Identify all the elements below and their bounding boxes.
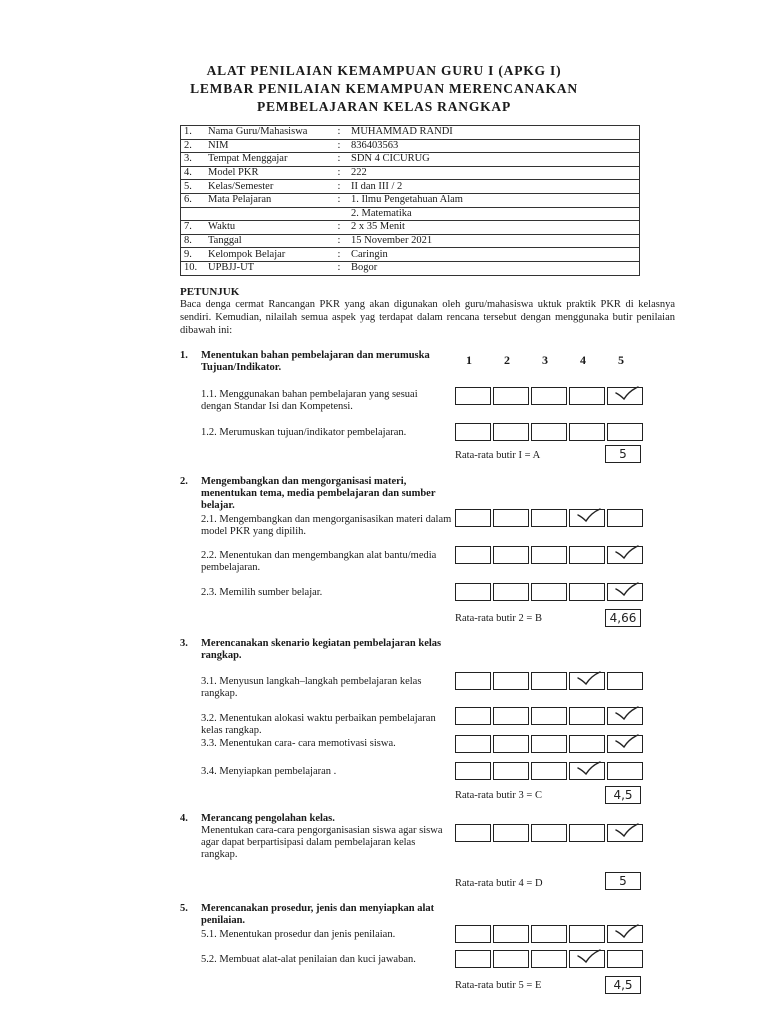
rating-box-1[interactable] — [455, 583, 491, 601]
identity-value: Bogor — [347, 261, 640, 275]
rating-box-4[interactable] — [569, 735, 605, 753]
rating-box-2[interactable] — [493, 707, 529, 725]
identity-number: 9. — [181, 248, 206, 262]
rating-box-1[interactable] — [455, 546, 491, 564]
identity-table — [180, 125, 640, 276]
item-5-2-text: 5.2. Membuat alat-alat penilaian dan kuci jawaban. — [201, 954, 416, 965]
identity-row — [181, 139, 640, 153]
identity-value: 836403563 — [347, 139, 640, 153]
rating-box-4[interactable] — [569, 387, 605, 405]
identity-row — [181, 166, 640, 180]
rating-box-3[interactable] — [531, 762, 567, 780]
item-2-3-score — [455, 583, 645, 601]
rating-box-5[interactable] — [607, 423, 643, 441]
section-3-title: Merencanakan skenario kegiatan pembelajaran kelas rangkap. — [201, 638, 442, 661]
identity-colon: : — [331, 221, 347, 235]
identity-number: 4. — [181, 166, 206, 180]
average-1-label: Rata-rata butir I = A — [455, 450, 541, 461]
rating-box-4[interactable] — [569, 707, 605, 725]
item-2-3-text: 2.3. Memilih sumber belajar. — [201, 587, 323, 598]
item-2-2-score — [455, 546, 645, 564]
check-mark-icon — [614, 922, 640, 940]
section-3-number: 3. — [180, 638, 188, 649]
identity-value: 222 — [347, 166, 640, 180]
identity-row — [181, 207, 640, 221]
rating-box-3[interactable] — [531, 735, 567, 753]
identity-row — [181, 221, 640, 235]
rating-box-4[interactable] — [569, 509, 605, 527]
rating-box-5[interactable] — [607, 735, 643, 753]
rating-box-5[interactable] — [607, 707, 643, 725]
identity-colon: : — [331, 153, 347, 167]
identity-colon: : — [331, 166, 347, 180]
identity-colon: : — [331, 234, 347, 248]
identity-value: Caringin — [347, 248, 640, 262]
identity-label: NIM — [205, 139, 331, 153]
identity-value: 2. Matematika — [347, 207, 640, 221]
item-1-1-text: 1.1. Menggunakan bahan pembelajaran yang sesuai dengan Standar Isi dan Kompetensi. — [201, 389, 418, 412]
scale-label-4: 4 — [580, 353, 586, 367]
item-3-2-text: 3.2. Menentukan alokasi waktu perbaikan pembelajaran kelas rangkap. — [201, 713, 436, 736]
rating-box-3[interactable] — [531, 583, 567, 601]
identity-label: Model PKR — [205, 166, 331, 180]
rating-box-2[interactable] — [493, 762, 529, 780]
item-3-4-text: 3.4. Menyiapkan pembelajaran . — [201, 766, 337, 777]
average-5-value: 4,5 — [605, 976, 641, 994]
average-4-value: 5 — [605, 872, 641, 890]
average-5-label: Rata-rata butir 5 = E — [455, 980, 542, 991]
rating-box-2[interactable] — [493, 824, 529, 842]
item-2-2-text: 2.2. Menentukan dan mengembangkan alat bantu/media pembelajaran. — [201, 550, 437, 573]
rating-box-2[interactable] — [493, 509, 529, 527]
rating-box-5[interactable] — [607, 583, 643, 601]
item-5-2-score — [455, 950, 645, 968]
rating-box-2[interactable] — [493, 925, 529, 943]
scale-label-1: 1 — [466, 353, 472, 367]
rating-box-2[interactable] — [493, 387, 529, 405]
scale-label-2: 2 — [504, 353, 510, 367]
section-4-title: Merancang pengolahan kelas. — [201, 813, 335, 824]
rating-box-5[interactable] — [607, 387, 643, 405]
rating-box-4[interactable] — [569, 546, 605, 564]
identity-row — [181, 234, 640, 248]
rating-box-5[interactable] — [607, 546, 643, 564]
item-5-1-text: 5.1. Menentukan prosedur dan jenis penilaian. — [201, 929, 396, 940]
rating-box-3[interactable] — [531, 423, 567, 441]
item-3-3-score — [455, 735, 645, 753]
rating-box-5[interactable] — [607, 824, 643, 842]
rating-box-3[interactable] — [531, 387, 567, 405]
item-3-1-text: 3.1. Menyusun langkah–langkah pembelajaran kelas rangkap. — [201, 676, 422, 699]
instructions-text: Baca denga cermat Rancangan PKR yang akan digunakan oleh guru/mahasiswa uktuk praktik PKR di kelasnya sendiri. Kemudian, nilailah semua aspek yag terdapat dalam rencana tersebut dengan menggunaka butir penilaian dibawah ini: — [180, 299, 675, 336]
identity-row — [181, 126, 640, 140]
rating-box-4[interactable] — [569, 824, 605, 842]
identity-colon: : — [331, 139, 347, 153]
item-1-1-score — [455, 387, 645, 405]
rating-box-4[interactable] — [569, 672, 605, 690]
identity-value: 2 x 35 Menit — [347, 221, 640, 235]
rating-box-4[interactable] — [569, 583, 605, 601]
rating-box-4[interactable] — [569, 925, 605, 943]
rating-box-4[interactable] — [569, 762, 605, 780]
scale-label-5: 5 — [618, 353, 624, 367]
rating-box-1[interactable] — [455, 925, 491, 943]
rating-box-2[interactable] — [493, 950, 529, 968]
identity-row — [181, 193, 640, 207]
rating-box-1[interactable] — [455, 762, 491, 780]
identity-number: 3. — [181, 153, 206, 167]
item-2-1-score — [455, 509, 645, 527]
rating-box-1[interactable] — [455, 387, 491, 405]
identity-row — [181, 261, 640, 275]
identity-colon: : — [331, 193, 347, 207]
item-3-4-score — [455, 762, 645, 780]
identity-value: MUHAMMAD RANDI — [347, 126, 640, 140]
rating-box-5[interactable] — [607, 925, 643, 943]
average-1-value: 5 — [605, 445, 641, 463]
rating-box-2[interactable] — [493, 423, 529, 441]
item-1-2-score — [455, 423, 645, 441]
check-mark-icon — [614, 704, 640, 722]
identity-number: 10. — [181, 261, 206, 275]
rating-box-3[interactable] — [531, 950, 567, 968]
rating-box-2[interactable] — [493, 735, 529, 753]
identity-label: Kelompok Belajar — [205, 248, 331, 262]
identity-label: Kelas/Semester — [205, 180, 331, 194]
average-3-value: 4,5 — [605, 786, 641, 804]
check-mark-icon — [614, 580, 640, 598]
title-line-1: ALAT PENILAIAN KEMAMPUAN GURU I (APKG I) — [206, 63, 562, 78]
item-3-1-score — [455, 672, 645, 690]
item-3-2-score — [455, 707, 645, 725]
identity-number: 1. — [181, 126, 206, 140]
item-1-2-text: 1.2. Merumuskan tujuan/indikator pembelajaran. — [201, 427, 407, 438]
rating-box-3[interactable] — [531, 707, 567, 725]
rating-box-1[interactable] — [455, 672, 491, 690]
rating-box-1[interactable] — [455, 423, 491, 441]
check-mark-icon — [614, 384, 640, 402]
identity-number: 7. — [181, 221, 206, 235]
rating-box-2[interactable] — [493, 672, 529, 690]
section-1-title: Menentukan bahan pembelajaran dan merumuska Tujuan/Indikator. — [201, 350, 430, 373]
instructions-heading: PETUNJUK — [180, 286, 240, 298]
rating-box-3[interactable] — [531, 925, 567, 943]
average-2-label: Rata-rata butir 2 = B — [455, 613, 542, 624]
average-3-label: Rata-rata butir 3 = C — [455, 790, 542, 801]
identity-row — [181, 153, 640, 167]
rating-box-1[interactable] — [455, 824, 491, 842]
rating-box-5[interactable] — [607, 672, 643, 690]
item-4-1-score — [455, 824, 645, 842]
rating-box-4[interactable] — [569, 423, 605, 441]
rating-box-5[interactable] — [607, 762, 643, 780]
rating-box-1[interactable] — [455, 735, 491, 753]
identity-number: 6. — [181, 193, 206, 207]
identity-number: 5. — [181, 180, 206, 194]
identity-label — [205, 207, 331, 221]
average-4-label: Rata-rata butir 4 = D — [455, 878, 543, 889]
identity-number: 2. — [181, 139, 206, 153]
check-mark-icon — [576, 947, 602, 965]
item-5-1-score — [455, 925, 645, 943]
section-1-number: 1. — [180, 350, 188, 361]
rating-box-3[interactable] — [531, 672, 567, 690]
check-mark-icon — [614, 732, 640, 750]
item-4-1-text: Menentukan cara-cara pengorganisasian siswa agar siswa agar dapat berpartisipasi dalam pembelajaran kelas rangkap. — [201, 825, 443, 860]
identity-value: II dan III / 2 — [347, 180, 640, 194]
check-mark-icon — [576, 506, 602, 524]
identity-colon: : — [331, 248, 347, 262]
rating-box-2[interactable] — [493, 583, 529, 601]
title-line-2: LEMBAR PENILAIAN KEMAMPUAN MERENCANAKAN — [190, 81, 578, 96]
identity-colon: : — [331, 261, 347, 275]
section-2-title: Mengembangkan dan mengorganisasi materi, menentukan tema, media pembelajaran dan sumber belajar. — [201, 476, 436, 511]
identity-row — [181, 248, 640, 262]
identity-colon — [331, 207, 347, 221]
identity-value: 1. Ilmu Pengetahuan Alam — [347, 193, 640, 207]
check-mark-icon — [614, 821, 640, 839]
section-4-number: 4. — [180, 813, 188, 824]
rating-box-3[interactable] — [531, 509, 567, 527]
item-3-3-text: 3.3. Menentukan cara- cara memotivasi siswa. — [201, 738, 396, 749]
rating-box-4[interactable] — [569, 950, 605, 968]
identity-value: 15 November 2021 — [347, 234, 640, 248]
check-mark-icon — [614, 543, 640, 561]
identity-colon: : — [331, 180, 347, 194]
identity-label: UPBJJ-UT — [205, 261, 331, 275]
identity-label: Nama Guru/Mahasiswa — [205, 126, 331, 140]
item-2-1-text: 2.1. Mengembangkan dan mengorganisasikan materi dalam model PKR yang dipilih. — [201, 514, 452, 537]
section-5-title: Merencanakan prosedur, jenis dan menyiapkan alat penilaian. — [201, 903, 435, 926]
identity-label: Tempat Menggajar — [205, 153, 331, 167]
identity-colon: : — [331, 126, 347, 140]
identity-label: Mata Pelajaran — [205, 193, 331, 207]
rating-box-5[interactable] — [607, 509, 643, 527]
section-5-number: 5. — [180, 903, 188, 914]
rating-box-3[interactable] — [531, 824, 567, 842]
identity-number — [181, 207, 206, 221]
identity-row — [181, 180, 640, 194]
rating-box-3[interactable] — [531, 546, 567, 564]
rating-box-1[interactable] — [455, 509, 491, 527]
identity-label: Tanggal — [205, 234, 331, 248]
check-mark-icon — [576, 759, 602, 777]
rating-box-1[interactable] — [455, 950, 491, 968]
identity-number: 8. — [181, 234, 206, 248]
identity-value: SDN 4 CICURUG — [347, 153, 640, 167]
scale-label-3: 3 — [542, 353, 548, 367]
rating-box-1[interactable] — [455, 707, 491, 725]
title-line-3: PEMBELAJARAN KELAS RANGKAP — [256, 99, 512, 114]
check-mark-icon — [576, 669, 602, 687]
rating-box-5[interactable] — [607, 950, 643, 968]
identity-label: Waktu — [205, 221, 331, 235]
section-2-number: 2. — [180, 476, 188, 487]
average-2-value: 4,66 — [605, 609, 641, 627]
rating-box-2[interactable] — [493, 546, 529, 564]
